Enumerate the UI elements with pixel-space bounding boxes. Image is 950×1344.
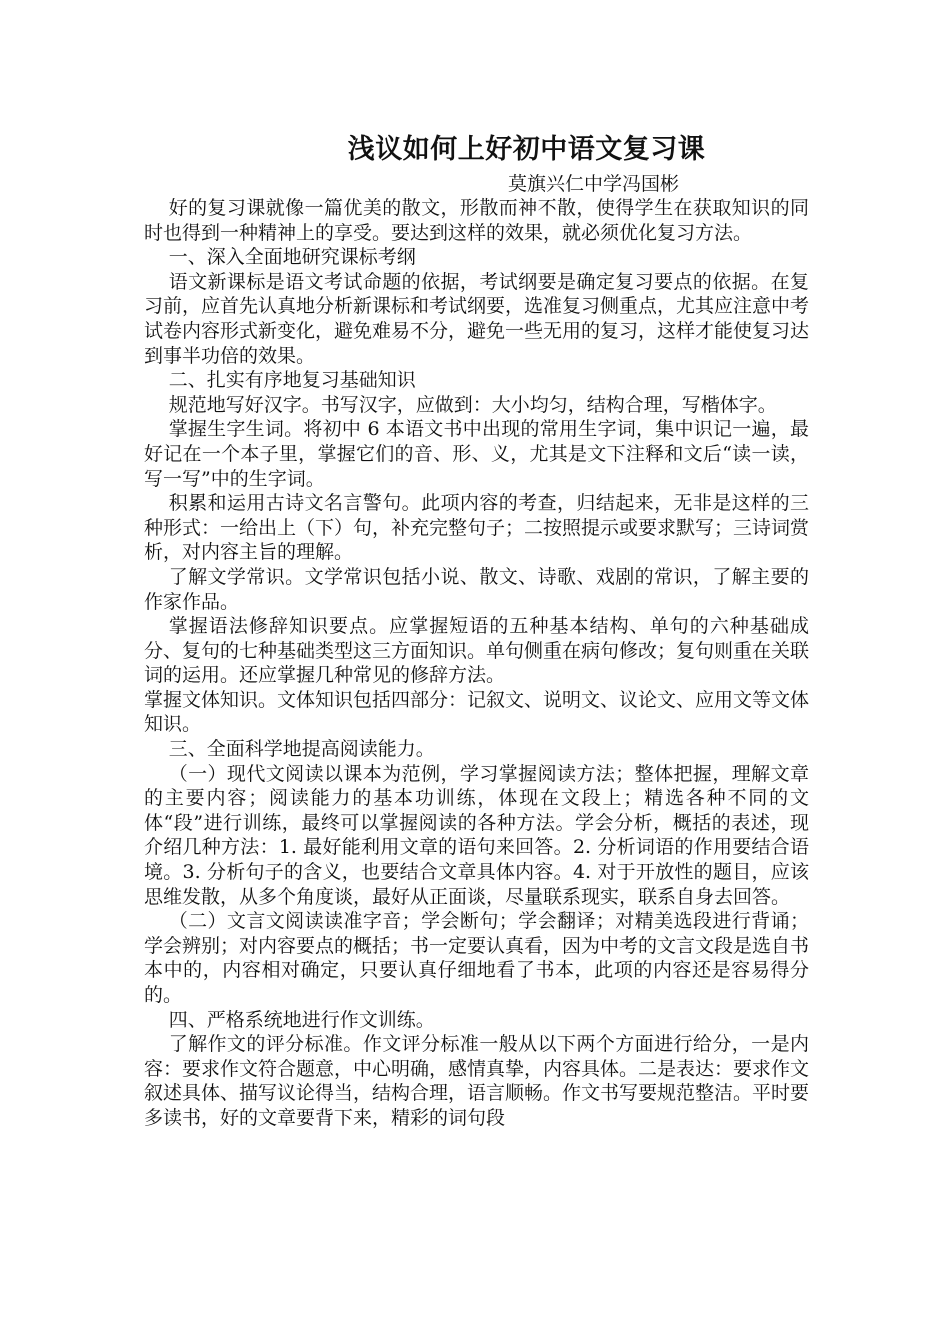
- paragraph: 二、扎实有序地复习基础知识: [168, 369, 416, 392]
- paragraph: 掌握语法修辞知识要点。应掌握短语的五种基本结构、单句的六种基础成分、复句的七种基础类型这三方面知识。单句侧重在病句修改；复句则重在关联词的运用。还应掌握几种常见的修辞方法。: [144, 615, 810, 687]
- paragraph: 规范地写好汉字。书写汉字，应做到：大小均匀，结构合理，写楷体字。: [168, 393, 777, 416]
- paragraph: 语文新课标是语文考试命题的依据，考试纲要是确定复习要点的依据。在复习前，应首先认真地分析新课标和考试纲要，选准复习侧重点，尤其应注意中考试卷内容形式新变化，避免难易不分，避免一些无用的复习，这样才能使复习达到事半功倍的效果。: [144, 270, 810, 367]
- paragraph: 掌握生字生词。将初中 6 本语文书中出现的常用生字词，集中识记一遍，最好记在一个本子里，掌握它们的音、形、义，尤其是文下注释和文后“读一读，写一写”中的生字词。: [144, 418, 809, 490]
- paragraph: （二）文言文阅读读准字音；学会断句；学会翻译；对精美选段进行背诵；学会辨别；对内容要点的概括；书一定要认真看，因为中考的文言文段是选自书本中的，内容相对确定，只要认真仔细地看了书本，此项的内容还是容易得分的。: [144, 910, 810, 1006]
- paragraph: 掌握文体知识。文体知识包括四部分：记叙文、说明文、议论文、应用文等文体知识。: [144, 688, 810, 736]
- paragraph: 四、严格系统地进行作文训练。: [168, 1008, 435, 1031]
- paragraph: 积累和运用古诗文名言警句。此项内容的考查，归结起来，无非是这样的三种形式：一给出上（下）句，补充完整句子；二按照提示或要求默写；三诗词赏析，对内容主旨的理解。: [144, 492, 810, 564]
- paragraph: 好的复习课就像一篇优美的散文，形散而神不散，使得学生在获取知识的同时也得到一种精神上的享受。要达到这样的效果，就必须优化复习方法。: [144, 197, 809, 244]
- paragraph: 一、深入全面地研究课标考纲: [168, 246, 416, 269]
- author-line: 莫旗兴仁中学冯国彬: [507, 173, 679, 195]
- paragraph: （一）现代文阅读以课本为范例，学习掌握阅读方法；整体把握，理解文章的主要内容；阅读能力的基本功训练，体现在文段上；精选各种不同的文体“段”进行训练，最终可以掌握阅读的各种方法。学会分析，概括的表述，现介绍几种方法：1. 最好能利用文章的语句来回答。2. 分析词语的作用要结合语境。3. 分析句子的含义，也要结合文章具体内容。4. 对于开放性的题目，应该思维发散，从多个角度谈，最好从正面谈，尽量联系现实，联系自身去回答。: [144, 762, 809, 908]
- page-title: 浅议如何上好初中语文复习课: [347, 134, 706, 165]
- paragraph: 了解作文的评分标准。作文评分标准一般从以下两个方面进行给分，一是内容：要求作文符合题意，中心明确，感情真挚，内容具体。二是表达：要求作文叙述具体、描写议论得当，结构合理，语言顺畅。作文书写要规范整洁。平时要多读书，好的文章要背下来，精彩的词句段: [144, 1033, 810, 1129]
- paragraph: 三、全面科学地提高阅读能力。: [168, 738, 435, 761]
- document-page: [144, 130, 809, 1131]
- paragraph: 了解文学常识。文学常识包括小说、散文、诗歌、戏剧的常识，了解主要的作家作品。: [144, 565, 809, 613]
- document-body: [144, 196, 809, 1131]
